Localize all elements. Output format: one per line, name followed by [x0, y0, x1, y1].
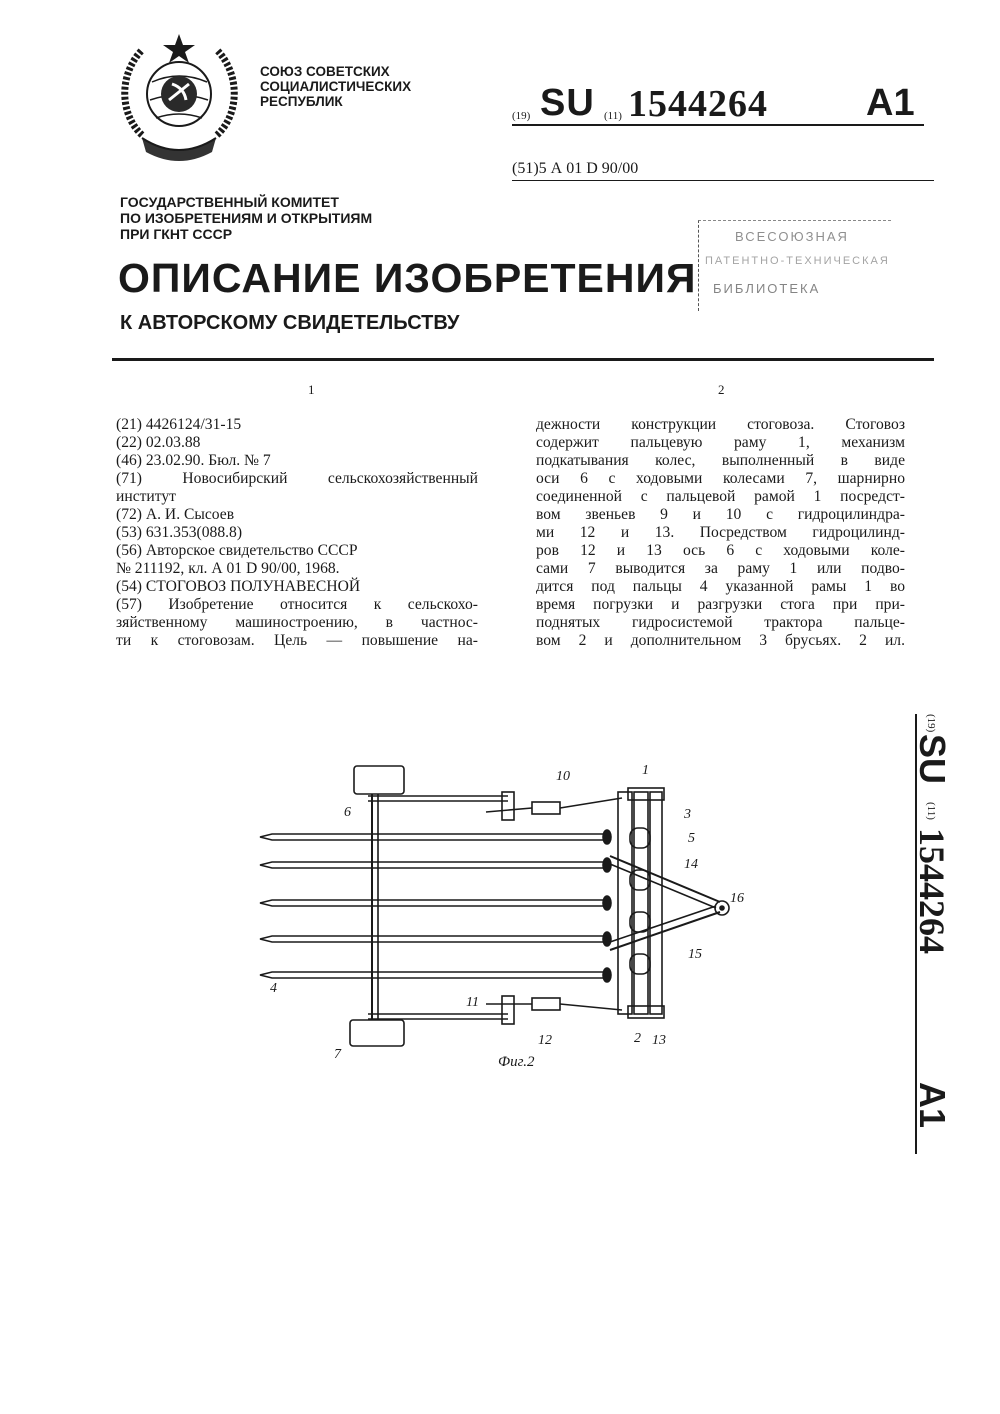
ipc-classification: (51)5 А 01 D 90/00: [512, 160, 934, 181]
side-country: SU: [912, 734, 953, 785]
stamp-line: ВСЕСОЮЗНАЯ: [735, 229, 849, 244]
abstract-line: содержит пальцевую раму 1, механизм: [536, 434, 905, 451]
abstract-column: [536, 416, 905, 650]
technical-drawing: [250, 752, 770, 1072]
biblio-line: (72) А. И. Сысоев: [116, 506, 235, 523]
stamp-line: БИБЛИОТЕКА: [713, 281, 821, 296]
abstract-line: ти к стоговозам. Цель — повышение на-: [116, 632, 478, 649]
biblio-line: (22) 02.03.88: [116, 434, 201, 451]
side-kind: A1: [912, 1082, 953, 1129]
label: 16: [730, 891, 744, 906]
biblio-line: (53) 631.353(088.8): [116, 524, 243, 541]
header-divider: [112, 358, 934, 361]
label: 10: [556, 769, 570, 784]
label: 15: [688, 947, 702, 962]
abstract-line: поднятых гидросистемой трактора пальце-: [536, 614, 905, 631]
abstract-line: оси 6 с ходовыми колесами 7, шарнирно: [536, 470, 905, 487]
biblio-line: (21) 4426124/31-15: [116, 416, 242, 433]
committee-name: [120, 194, 372, 242]
committee-line: ГОСУДАРСТВЕННЫЙ КОМИТЕТ: [120, 194, 339, 210]
label: 3: [684, 807, 691, 822]
label: 5: [688, 831, 695, 846]
biblio-line: (71) Новосибирский сельскохозяйственный: [116, 470, 478, 487]
stamp-line: ПАТЕНТНО-ТЕХНИЧЕСКАЯ: [705, 255, 890, 267]
column-number: 1: [308, 382, 315, 397]
committee-line: ПРИ ГКНТ СССР: [120, 226, 233, 242]
document-title: ОПИСАНИЕ ИЗОБРЕТЕНИЯ: [118, 255, 697, 301]
label: 11: [466, 995, 479, 1010]
patent-number: 1544264: [628, 83, 768, 125]
column-number: 2: [718, 382, 725, 397]
abstract-line: ров 12 и 13 ось 6 с ходовыми коле-: [536, 542, 905, 559]
union-line: РЕСПУБЛИК: [260, 94, 343, 109]
side-code-19: (19): [925, 714, 937, 733]
side-publication-strip: [910, 714, 958, 1154]
biblio-line: (54) СТОГОВОЗ ПОЛУНАВЕСНОЙ: [116, 578, 361, 595]
wheel-top: [354, 766, 404, 794]
label: 14: [684, 857, 698, 872]
abstract-line: дится под пальцы 4 указанной рамы 1 во: [536, 578, 905, 595]
publication-number: [512, 76, 924, 126]
abstract-line: ми 12 и 13. Посредством гидроцилинд-: [536, 524, 905, 541]
biblio-line: институт: [116, 488, 176, 505]
wheel-bottom: [350, 1020, 404, 1046]
union-name: [260, 64, 411, 109]
abstract-line: вом звеньев 9 и 10 с гидроцилиндра-: [536, 506, 905, 523]
abstract-line: подкатывания колес, выполненный в виде: [536, 452, 905, 469]
label: 13: [652, 1033, 666, 1048]
label: 7: [334, 1047, 341, 1062]
union-line: СОЦИАЛИСТИЧЕСКИХ: [260, 79, 412, 94]
abstract-line: дежности конструкции стоговоза. Стоговоз: [536, 416, 905, 433]
figure-caption: Фиг.2: [498, 1054, 535, 1070]
label: 4: [270, 981, 277, 996]
biblio-line: № 211192, кл. А 01 D 90/00, 1968.: [116, 560, 340, 577]
label: 2: [634, 1031, 641, 1046]
side-patent-number: 1544264: [912, 828, 952, 954]
label: 12: [538, 1033, 552, 1048]
biblio-line: (46) 23.02.90. Бюл. № 7: [116, 452, 271, 469]
code-11: (11): [604, 110, 622, 122]
document-subtitle: К АВТОРСКОМУ СВИДЕТЕЛЬСТВУ: [120, 312, 460, 334]
label: 1: [642, 763, 649, 778]
union-line: СОЮЗ СОВЕТСКИХ: [260, 64, 390, 79]
abstract-line: вом 2 и дополнительном 3 брусьях. 2 ил.: [536, 632, 905, 649]
label: 6: [344, 805, 351, 820]
side-code-11: (11): [925, 802, 937, 820]
kind-code: A1: [866, 82, 915, 124]
abstract-line: зяйственному машиностроению, в частнос-: [116, 614, 478, 631]
abstract-line: сами 7 выводится за раму 1 или подво-: [536, 560, 905, 577]
biblio-line: (56) Авторское свидетельство СССР: [116, 542, 358, 559]
code-19: (19): [512, 110, 531, 122]
ussr-emblem: [112, 30, 247, 165]
abstract-line: (57) Изобретение относится к сельскохо-: [116, 596, 478, 613]
library-stamp: [698, 220, 891, 311]
abstract-line: время погрузки и разгрузки стога при при-: [536, 596, 905, 613]
abstract-line: соединенной с пальцевой рамой 1 посредст-: [536, 488, 905, 505]
committee-line: ПО ИЗОБРЕТЕНИЯМ И ОТКРЫТИЯМ: [120, 210, 373, 226]
bibliographic-column: [116, 416, 481, 650]
country-code: SU: [540, 82, 595, 124]
